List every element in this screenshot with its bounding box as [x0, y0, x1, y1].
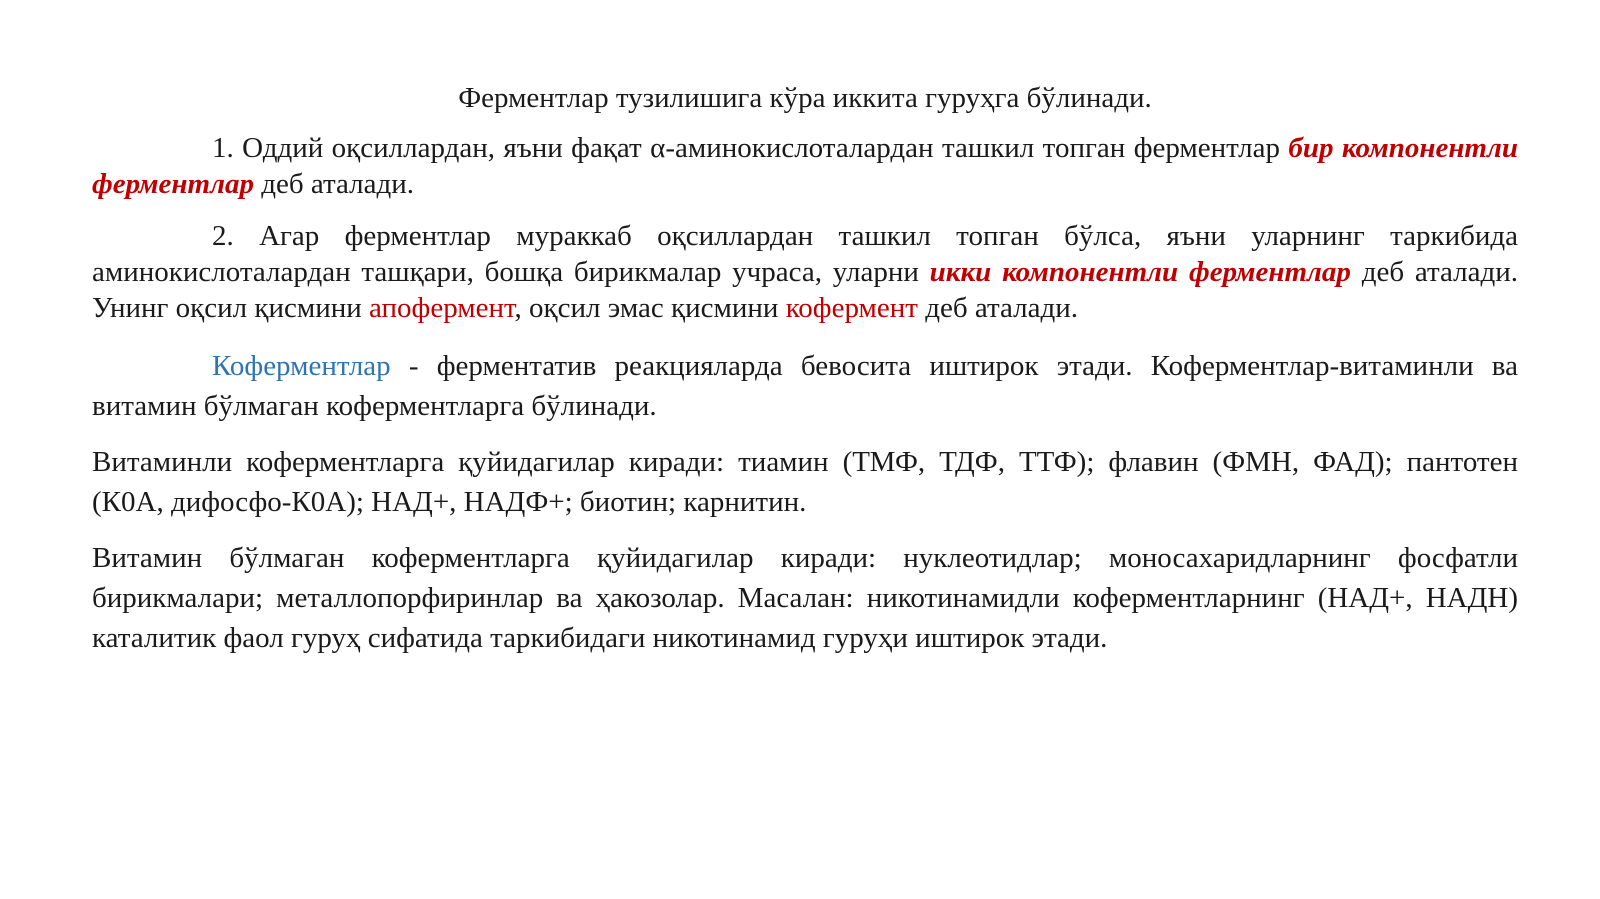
- paragraph-vitamin-coenzymes: Витаминли коферментларга қуйидагилар киради: тиамин (ТМФ, ТДФ, ТТФ); флавин (ФМН, ФАД); пантотен (К0А, дифосфо-К0А); НАД+, НАДФ+; биотин; карнитин.: [92, 446, 1518, 518]
- term-coenzyme: кофермент: [785, 292, 918, 324]
- paragraph-nonvitamin-coenzymes: Витамин бўлмаган коферментларга қуйидагилар киради: нуклеотидлар; моносахаридларнинг фосфатли бирикмалари; металлопорфиринлар ва ҳакозолар. Масалан: никотинамидли коферментларнинг (НАД+, НАДН) каталитик фаол гуруҳ сифатида таркибидаги никотинамид гуруҳи иштирок этади.: [92, 542, 1518, 654]
- paragraph-coenzymes: [92, 346, 1518, 426]
- paragraph-simple-enzymes: [92, 130, 1518, 202]
- slide-content: [92, 80, 1518, 658]
- p2-text-d: деб аталади.: [917, 292, 1078, 324]
- p1-text-b: деб аталади.: [253, 168, 414, 200]
- p2-text-c: , оқсил эмас қисмини: [514, 292, 786, 324]
- p2-emphasis-term: икки компонентли ферментлар: [929, 256, 1351, 288]
- p1-text-a: 1. Оддий оқсиллардан, яъни фақат α-аминокислоталардан ташкил топган ферментлар: [212, 132, 1289, 164]
- p2-text-b: деб аталади. Унинг оқсил қисмини: [92, 256, 1518, 324]
- paragraph-complex-enzymes: [92, 218, 1518, 326]
- page-title: Ферментлар тузилишига кўра иккита гуруҳга бўлинади.: [458, 82, 1152, 114]
- p3-text: - ферментатив реакцияларда бевосита иштирок этади. Коферментлар-витаминли ва витамин бўлмаган коферментларга бўлинади.: [92, 350, 1518, 422]
- p2-text-a: 2. Агар ферментлар мураккаб оқсиллардан ташкил топган бўлса, яъни уларнинг таркибида аминокислоталардан ташқари, бошқа бирикмалар учраса, уларни: [92, 220, 1518, 288]
- term-apoenzyme: апофермент: [369, 292, 515, 324]
- p1-emphasis-term: бир компонентли ферментлар: [92, 132, 1518, 200]
- term-coenzymes: Коферментлар: [212, 350, 391, 382]
